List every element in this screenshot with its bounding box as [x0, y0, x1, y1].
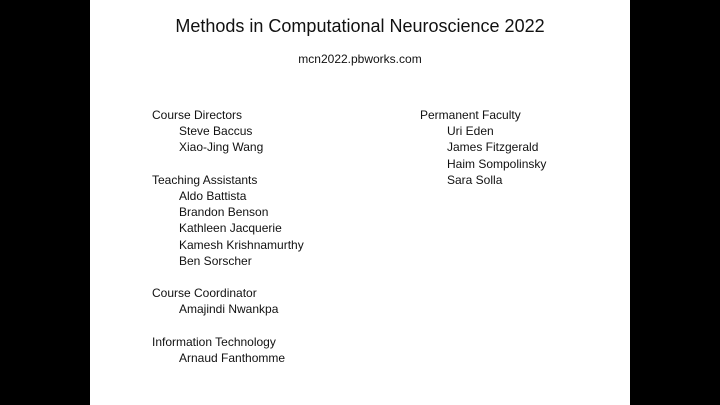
group-heading: Information Technology: [152, 334, 276, 349]
person-name: Amajindi Nwankpa: [179, 302, 279, 317]
person-name: Haim Sompolinsky: [447, 156, 547, 171]
group-teaching-assistants: [152, 172, 304, 269]
right-column: [420, 107, 546, 204]
person-name: Ben Sorscher: [179, 253, 252, 268]
people-list: [420, 123, 546, 188]
group-information-technology: [152, 334, 304, 366]
group-course-directors: [152, 107, 304, 156]
group-heading: Course Coordinator: [152, 286, 257, 301]
person-name: James Fitzgerald: [447, 140, 539, 155]
person-name: Sara Solla: [447, 172, 503, 187]
people-list: [152, 188, 304, 269]
left-column: [152, 107, 304, 382]
group-permanent-faculty: [420, 107, 546, 188]
group-heading: Course Directors: [152, 108, 243, 122]
person-name: Steve Baccus: [179, 124, 253, 139]
person-name: Aldo Battista: [179, 189, 247, 203]
people-list: [152, 123, 304, 155]
slide-title: Methods in Computational Neuroscience 2022: [175, 16, 545, 36]
group-heading: Teaching Assistants: [152, 172, 258, 187]
person-name: Xiao-Jing Wang: [179, 140, 264, 155]
people-list: [152, 301, 304, 317]
person-name: Brandon Benson: [179, 205, 269, 220]
people-list: [152, 350, 304, 366]
course-website: mcn2022.pbworks.com: [298, 52, 422, 66]
person-name: Kamesh Krishnamurthy: [179, 237, 304, 252]
person-name: Kathleen Jacquerie: [179, 221, 282, 236]
person-name: Uri Eden: [447, 124, 494, 139]
group-course-coordinator: [152, 285, 304, 317]
group-heading: Permanent Faculty: [420, 108, 521, 122]
person-name: Arnaud Fanthomme: [179, 351, 286, 365]
presentation-slide: [90, 0, 630, 405]
